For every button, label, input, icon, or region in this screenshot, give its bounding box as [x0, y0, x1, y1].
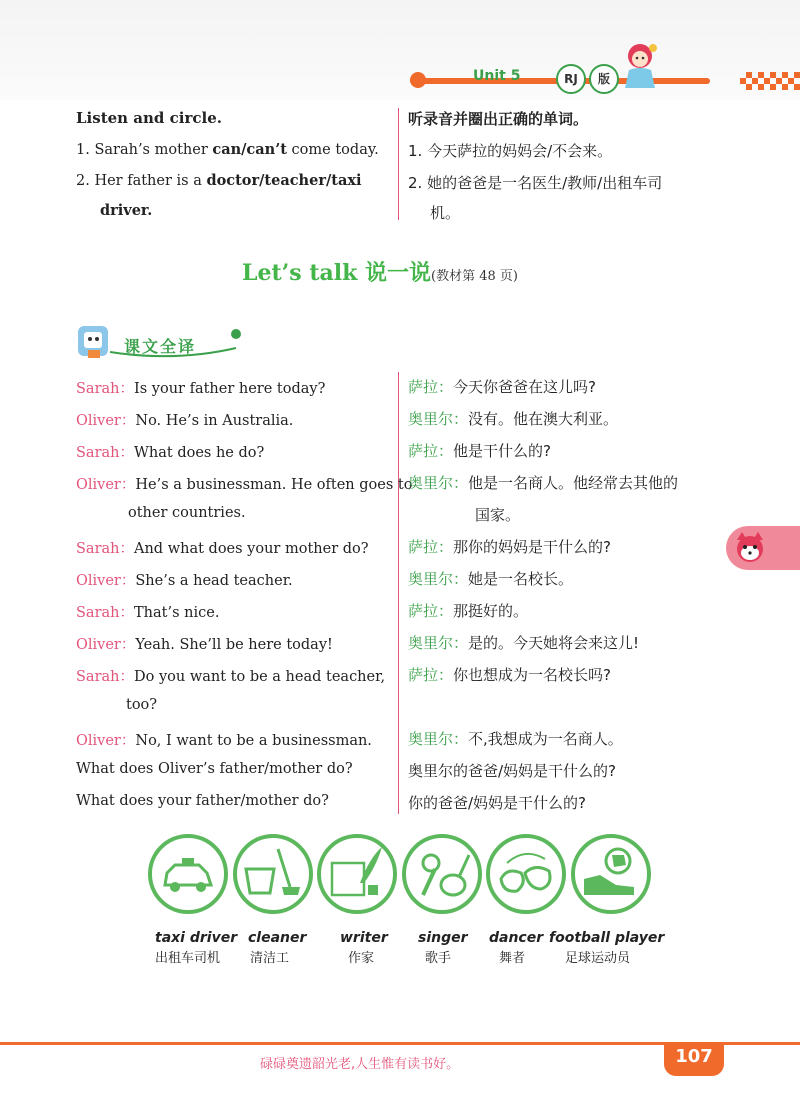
dialogue-en-4	[76, 473, 412, 494]
speaker-cn: 萨拉：	[408, 378, 454, 396]
line-cn: 那挺好的。	[453, 602, 529, 620]
dialogue-cn-8	[408, 632, 639, 653]
dialogue-en-6	[76, 569, 293, 590]
occupation-en-dancer: dancer	[489, 930, 544, 946]
dialogue-cn-7	[408, 600, 528, 621]
dialogue-en-9-cont: too?	[126, 697, 158, 713]
dialogue-cn-4	[408, 472, 678, 493]
line: No, I want to be a businessman.	[135, 733, 372, 749]
speaker-cn: 奥里尔：	[408, 634, 469, 652]
kewen-label: 课文全译	[124, 337, 197, 356]
edition-badge-ban: 版	[589, 64, 619, 94]
speaker: Oliver：	[76, 733, 136, 749]
dialogue-cn-3	[408, 440, 551, 461]
occupation-cn-taxi-driver: 出租车司机	[155, 951, 221, 966]
speaker-cn: 萨拉：	[408, 538, 454, 556]
dialogue-cn-2	[408, 408, 618, 429]
speaker: Sarah：	[76, 605, 134, 621]
cartoon-girl-icon	[615, 40, 665, 92]
occupation-en-cleaner: cleaner	[248, 930, 307, 946]
speaker-cn: 奥里尔：	[408, 570, 469, 588]
question-en-1: What does Oliver’s father/mother do?	[76, 761, 353, 777]
dialogue-en-3	[76, 441, 264, 462]
dialogue-cn-4-cont: 国家。	[475, 506, 521, 524]
speaker: Sarah：	[76, 445, 134, 461]
line-cn: 他是干什么的?	[453, 442, 551, 460]
line: Do you want to be a head teacher,	[134, 669, 386, 685]
listen-q1-cn: 1. 今天萨拉的妈妈会/不会来。	[408, 142, 613, 160]
ballet-shoes-icon	[485, 833, 567, 915]
speaker: Sarah：	[76, 541, 134, 557]
occupation-cn-singer: 歌手	[425, 951, 452, 966]
line: What does he do?	[134, 445, 265, 461]
speaker: Oliver：	[76, 413, 136, 429]
footer-motto: 碌碌奠遗韶光老,人生惟有读书好。	[260, 1057, 460, 1072]
occupation-cn-football-player: 足球运动员	[565, 951, 631, 966]
line: Is your father here today?	[134, 381, 326, 397]
football-boot-icon	[570, 833, 652, 915]
line-cn: 没有。他在澳大利亚。	[468, 410, 619, 428]
q1-options: can/can’t	[212, 141, 287, 158]
occupation-cn-writer: 作家	[348, 951, 375, 966]
dialogue-en-10	[76, 729, 372, 750]
dialogue-cn-1	[408, 376, 596, 397]
speaker: Sarah：	[76, 381, 134, 397]
speaker-cn: 萨拉：	[408, 602, 454, 620]
bucket-mop-icon	[232, 833, 314, 915]
line: He’s a businessman. He often goes to	[135, 477, 413, 493]
listen-title: Listen and circle.	[76, 109, 222, 127]
speaker: Oliver：	[76, 573, 136, 589]
microphone-guitar-icon	[401, 833, 483, 915]
line-cn: 今天你爸爸在这儿吗?	[453, 378, 596, 396]
q1-pre: Sarah’s mother	[94, 142, 213, 158]
dialogue-cn-6	[408, 568, 573, 589]
q2-pre: Her father is a	[94, 173, 207, 189]
question-en-2: What does your father/mother do?	[76, 793, 329, 809]
q2-options: doctor/teacher/taxi	[206, 172, 362, 189]
question-cn-2: 你的爸爸/妈妈是干什么的?	[408, 794, 587, 812]
occupation-en-football-player: football player	[549, 930, 665, 946]
speaker-cn: 奥里尔：	[408, 730, 469, 748]
dialogue-en-1	[76, 377, 325, 398]
listen-q2	[76, 172, 362, 189]
listen-q1	[76, 141, 379, 158]
q2-num: 2.	[76, 173, 90, 189]
question-cn-1: 奥里尔的爸爸/妈妈是干什么的?	[408, 762, 617, 780]
speaker: Oliver：	[76, 477, 136, 493]
listen-title-cn: 听录音并圈出正确的单词。	[408, 110, 589, 128]
dialogue-cn-9	[408, 664, 611, 685]
dialogue-en-5	[76, 537, 369, 558]
edition-badge-rj: RJ	[556, 64, 586, 94]
column-divider-dialogue	[398, 372, 399, 814]
listen-q2-cont: driver.	[100, 202, 153, 219]
line-cn: 他是一名商人。他经常去其他的	[468, 474, 679, 492]
speaker-cn: 萨拉：	[408, 442, 454, 460]
line-cn: 那你的妈妈是干什么的?	[453, 538, 611, 556]
speaker-cn: 萨拉：	[408, 666, 454, 684]
line-cn: 她是一名校长。	[468, 570, 574, 588]
dialogue-en-7	[76, 601, 219, 622]
quill-paper-icon	[316, 833, 398, 915]
line-cn: 你也想成为一名校长吗?	[453, 666, 611, 684]
q1-num: 1.	[76, 142, 90, 158]
taxi-icon	[147, 833, 229, 915]
dialogue-cn-10	[408, 728, 623, 749]
dialogue-en-2	[76, 409, 293, 430]
line-cn: 不,我想成为一名商人。	[468, 730, 623, 748]
listen-q2-cn-cont: 机。	[430, 204, 461, 222]
speaker: Oliver：	[76, 637, 136, 653]
speaker-cn: 奥里尔：	[408, 410, 469, 428]
header-band	[0, 0, 800, 100]
q1-post: come today.	[286, 142, 379, 158]
checker-pattern	[740, 72, 800, 90]
line: She’s a head teacher.	[135, 573, 293, 589]
dialogue-en-8	[76, 633, 333, 654]
occupation-en-writer: writer	[340, 930, 388, 946]
header-orange-dot	[410, 72, 426, 88]
column-divider-top	[398, 108, 399, 220]
line: No. He’s in Australia.	[135, 413, 294, 429]
line: Yeah. She’ll be here today!	[135, 637, 333, 653]
occupation-cn-cleaner: 清洁工	[250, 951, 290, 966]
listen-q2-cn: 2. 她的爸爸是一名医生/教师/出租车司	[408, 174, 663, 192]
speaker: Sarah：	[76, 669, 134, 685]
cartoon-fox-icon	[733, 530, 767, 566]
line-cn: 是的。今天她将会来这儿!	[468, 634, 640, 652]
occupation-en-taxi-driver: taxi driver	[155, 930, 238, 946]
dialogue-cn-5	[408, 536, 611, 557]
page-number: 107	[664, 1042, 724, 1076]
occupation-cn-dancer: 舞者	[499, 951, 526, 966]
section-title-text: Let’s talk 说一说	[242, 260, 432, 286]
line: And what does your mother do?	[134, 541, 369, 557]
occupation-en-singer: singer	[418, 930, 468, 946]
section-title	[242, 256, 518, 287]
line: That’s nice.	[134, 605, 220, 621]
dialogue-en-9	[76, 665, 385, 686]
section-subtitle: (教材第 48 页)	[431, 269, 518, 284]
dialogue-en-4-cont: other countries.	[128, 505, 246, 521]
unit-label: Unit 5	[473, 68, 521, 84]
speaker-cn: 奥里尔：	[408, 474, 469, 492]
